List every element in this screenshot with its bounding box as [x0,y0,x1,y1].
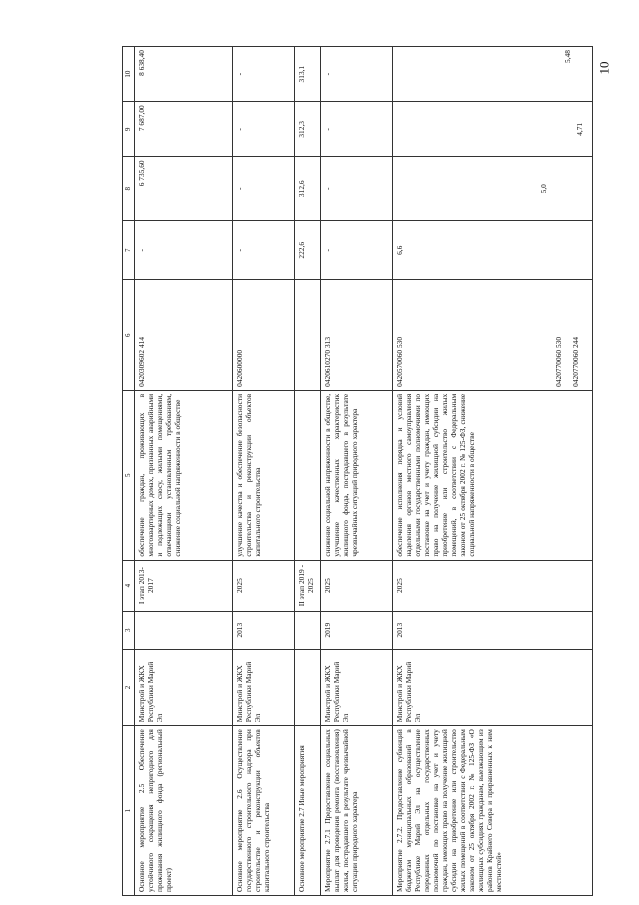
value-col-9: 4,71 [392,102,592,157]
activity-name: Мероприятие 2.7.1 Предоставление социальных выплат для проведения ремонта (восстановления) жилья, пострадавшего в результате чрезвычайной ситуации природного характера [320,726,392,896]
value-col-8: 6 735,60 [134,157,232,221]
activity-name: Основное мероприятие 2.6 Осуществление государственного строительного надзора при строительстве и реконструкции объектов капитального строительства [232,726,294,896]
rotated-table-wrapper [122,46,612,896]
expected-result: обеспечение граждан, проживающих в многоквартирных домах, признанных аварийными и подлежащих сносу, жилыми помещениями, отвечающими установленным требованиям, снижение социальной напряженности в обществе [134,390,232,560]
start-year [294,611,320,649]
budget-code [294,280,320,390]
expected-result [392,390,592,560]
expected-result-part-b: снижение социальной напряженности в обществе [457,393,476,557]
table-row [294,47,320,896]
budget-code-c: 0420770060 244 [570,336,580,387]
page-number: 10 [596,61,612,75]
budget-code: 0420600000 [232,280,294,390]
value-col-10: - [320,47,392,102]
column-header-1: 1 [123,726,135,896]
column-header-8: 8 [123,157,135,221]
expected-result [294,390,320,560]
executor: Минстрой и ЖКХ Республики Марий Эл [320,649,392,725]
end-year: 2025 [232,560,294,611]
executor: Минстрой и ЖКХ Республики Марий Эл [232,649,294,725]
end-year: 2025 [320,560,392,611]
value-col-9: - [232,102,294,157]
value-col-10: - [232,47,294,102]
value-col-7: 6,6 [392,221,592,280]
column-header-10: 10 [123,47,135,102]
column-header-7: 7 [123,221,135,280]
column-header-4: 4 [123,560,135,611]
column-header-6: 6 [123,280,135,390]
table-row [392,47,592,896]
activity-name: Основное мероприятие 2.7 Иные мероприятия [294,726,320,896]
program-activities-table [122,46,593,896]
table-row [320,47,392,896]
executor [294,649,320,725]
end-year: I этап 2013-2017 [134,560,232,611]
expected-result: снижение социальной напряженности в обществе, улучшение качественных характеристик жилищного фонда, пострадавшего в результате чрезвычайных ситуаций природного характера [320,390,392,560]
table-row [134,47,232,896]
column-header-2: 2 [123,649,135,725]
start-year: 2013 [392,611,592,649]
column-header-5: 5 [123,390,135,560]
executor: Минстрой и ЖКХ Республики Марий Эл [134,649,232,725]
column-header-3: 3 [123,611,135,649]
start-year: 2019 [320,611,392,649]
value-col-8: - [232,157,294,221]
column-header-9: 9 [123,102,135,157]
expected-result: улучшение качества и обеспечение безопасности строительства и реконструкции объектов капитального строительства [232,390,294,560]
executor: Минстрой и ЖКХ Республики Марий Эл [392,649,592,725]
value-col-8: 312,6 [294,157,320,221]
start-year: 2013 [232,611,294,649]
end-year: 2025 [392,560,592,611]
value-col-10: 313,1 [294,47,320,102]
budget-code-a: 0420570060 530 [394,336,404,387]
column-number-row [123,47,135,896]
start-year [134,611,232,649]
stage-label: II этап 2019 - 2025 [294,560,320,611]
value-col-9: - [320,102,392,157]
value-col-7: - [320,221,392,280]
activity-name: Мероприятие 2.7.2. Предоставление субвенций бюджетам муниципальных образований в Республике Марий Эл на осуществление переданных отдельных государственных полномочий по постановке на учет и учету граждан, имеющих право на получение жилищной субсидии на приобретение или строительство жилых помещений в соответствии с Федеральным законом от 25 октября 2002 г. № 125-ФЗ «О жилищных субсидиях гражданам, выезжающим из районов Крайнего Севера и приравненных к ним местностей» [392,726,592,896]
expected-result-part-a: обеспечение исполнения порядка и условий наделения органов местного самоуправления отдельными государственными полномочиями по постановке на учет и учету граждан, имеющих право на получение жилищной субсидии на приобретение или строительство жилых помещений, в соответствии с Федеральным законом от 25 октября 2002 г. № 125-ФЗ, [394,393,467,557]
budget-code: 0420610270 313 [320,280,392,390]
value-col-8: 5,0 [392,157,592,221]
value-col-7: 222,6 [294,221,320,280]
value-col-9: 312,3 [294,102,320,157]
value-col-7: - [232,221,294,280]
value-col-10: 5,48 [392,47,592,102]
value-col-10: 8 638,40 [134,47,232,102]
budget-code [392,280,592,390]
value-col-7: - [134,221,232,280]
value-col-8: - [320,157,392,221]
activity-name: Основное мероприятие 2.5 Обеспечение устойчивого сокращения непригодного для проживания жилищного фонда (региональный проект) [134,726,232,896]
budget-code-b: 0420770060 530 [553,336,563,387]
table-row [232,47,294,896]
value-col-9: 7 687,00 [134,102,232,157]
budget-code: 0420309602 414 [134,280,232,390]
